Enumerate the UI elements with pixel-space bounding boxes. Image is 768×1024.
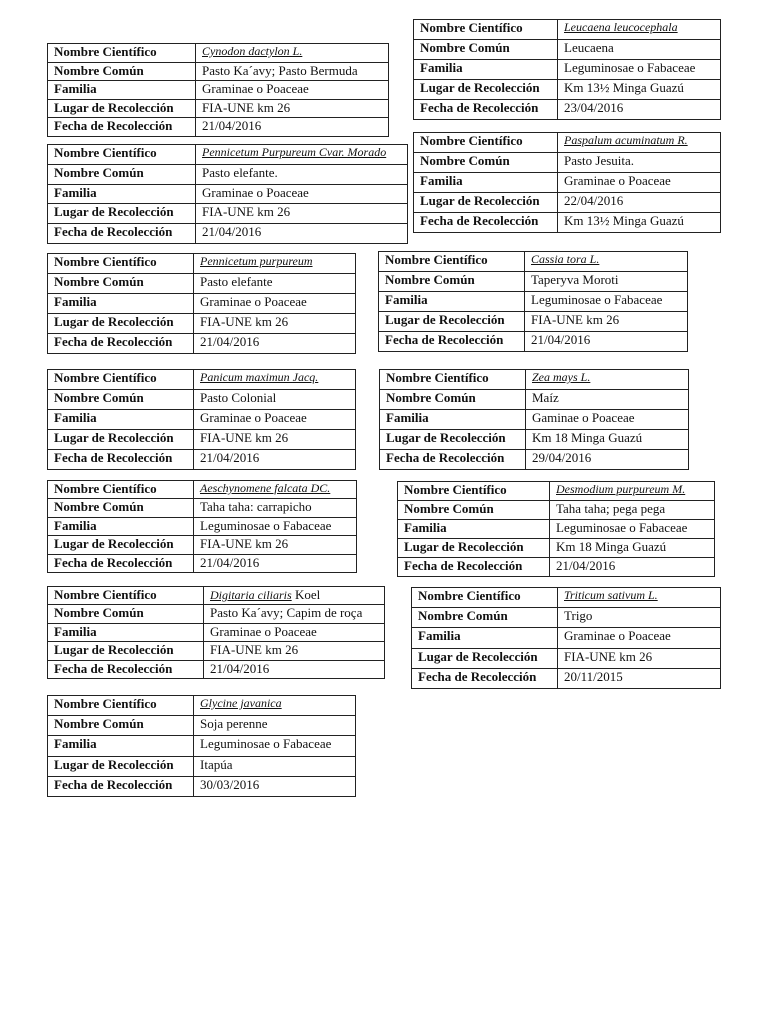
label-family: Familia bbox=[48, 410, 194, 430]
collection-date: 21/04/2016 bbox=[204, 660, 385, 678]
label-collection-place: Lugar de Recolección bbox=[48, 314, 194, 334]
collection-place: Km 18 Minga Guazú bbox=[550, 539, 715, 558]
family: Leguminosae o Fabaceae bbox=[550, 520, 715, 539]
label-common-name: Nombre Común bbox=[412, 608, 558, 628]
common-name: Taha taha: carrapicho bbox=[194, 499, 357, 517]
specimen-card bbox=[47, 480, 357, 573]
label-scientific-name: Nombre Científico bbox=[379, 252, 525, 272]
collection-date: 29/04/2016 bbox=[526, 450, 689, 470]
common-name: Taha taha; pega pega bbox=[550, 501, 715, 520]
common-name: Pasto elefante. bbox=[196, 164, 408, 184]
collection-date: 21/04/2016 bbox=[194, 450, 356, 470]
collection-place: FIA-UNE km 26 bbox=[196, 204, 408, 224]
label-collection-place: Lugar de Recolección bbox=[48, 430, 194, 450]
label-collection-place: Lugar de Recolección bbox=[398, 539, 550, 558]
label-family: Familia bbox=[48, 736, 194, 756]
scientific-name: Zea mays L. bbox=[526, 370, 689, 390]
label-family: Familia bbox=[48, 184, 196, 204]
scientific-name: Cynodon dactylon L. bbox=[196, 44, 389, 63]
label-collection-date: Fecha de Recolección bbox=[48, 224, 196, 244]
label-collection-place: Lugar de Recolección bbox=[379, 312, 525, 332]
specimen-card bbox=[411, 587, 721, 689]
collection-place: Km 13½ Minga Guazú bbox=[558, 80, 721, 100]
label-family: Familia bbox=[379, 292, 525, 312]
family: Leguminosae o Fabaceae bbox=[194, 517, 357, 535]
collection-place: FIA-UNE km 26 bbox=[558, 648, 721, 668]
label-collection-place: Lugar de Recolección bbox=[414, 80, 558, 100]
label-collection-date: Fecha de Recolección bbox=[412, 668, 558, 688]
scientific-name: Desmodium purpureum M. bbox=[550, 482, 715, 501]
label-collection-date: Fecha de Recolección bbox=[379, 332, 525, 352]
label-scientific-name: Nombre Científico bbox=[414, 20, 558, 40]
collection-date: 21/04/2016 bbox=[196, 224, 408, 244]
label-family: Familia bbox=[48, 517, 194, 535]
common-name: Pasto Ka´avy; Capim de roça bbox=[204, 605, 385, 623]
specimen-card bbox=[47, 695, 356, 797]
specimen-card bbox=[378, 251, 688, 352]
label-scientific-name: Nombre Científico bbox=[412, 588, 558, 608]
family: Gaminae o Poaceae bbox=[526, 410, 689, 430]
label-collection-place: Lugar de Recolección bbox=[414, 193, 558, 213]
label-collection-place: Lugar de Recolección bbox=[48, 204, 196, 224]
label-family: Familia bbox=[48, 81, 196, 100]
label-family: Familia bbox=[48, 623, 204, 641]
label-collection-date: Fecha de Recolección bbox=[414, 100, 558, 120]
label-family: Familia bbox=[414, 60, 558, 80]
collection-date: 23/04/2016 bbox=[558, 100, 721, 120]
scientific-name: Aeschynomene falcata DC. bbox=[194, 481, 357, 499]
common-name: Pasto Colonial bbox=[194, 390, 356, 410]
label-common-name: Nombre Común bbox=[379, 272, 525, 292]
collection-date: 21/04/2016 bbox=[194, 334, 356, 354]
label-collection-date: Fecha de Recolección bbox=[48, 450, 194, 470]
label-collection-date: Fecha de Recolección bbox=[48, 554, 194, 572]
family: Leguminosae o Fabaceae bbox=[194, 736, 356, 756]
label-scientific-name: Nombre Científico bbox=[48, 587, 204, 605]
label-common-name: Nombre Común bbox=[414, 40, 558, 60]
label-common-name: Nombre Común bbox=[48, 390, 194, 410]
collection-place: FIA-UNE km 26 bbox=[194, 536, 357, 554]
label-scientific-name: Nombre Científico bbox=[48, 696, 194, 716]
specimen-card bbox=[47, 369, 356, 470]
label-common-name: Nombre Común bbox=[414, 153, 558, 173]
label-family: Familia bbox=[380, 410, 526, 430]
label-common-name: Nombre Común bbox=[398, 501, 550, 520]
common-name: Taperyva Moroti bbox=[525, 272, 688, 292]
specimen-card bbox=[397, 481, 715, 577]
specimen-card bbox=[47, 253, 356, 354]
label-family: Familia bbox=[48, 294, 194, 314]
specimen-card bbox=[47, 144, 408, 244]
scientific-name-author: Koel bbox=[291, 587, 321, 602]
collection-place: Km 18 Minga Guazú bbox=[526, 430, 689, 450]
common-name: Pasto Ka´avy; Pasto Bermuda bbox=[196, 62, 389, 81]
label-collection-date: Fecha de Recolección bbox=[48, 118, 196, 137]
family: Graminae o Poaceae bbox=[196, 184, 408, 204]
label-collection-place: Lugar de Recolección bbox=[48, 756, 194, 776]
family: Graminae o Poaceae bbox=[204, 623, 385, 641]
label-family: Familia bbox=[414, 173, 558, 193]
label-scientific-name: Nombre Científico bbox=[48, 481, 194, 499]
collection-date: 21/04/2016 bbox=[525, 332, 688, 352]
collection-date: 21/04/2016 bbox=[550, 558, 715, 577]
common-name: Maíz bbox=[526, 390, 689, 410]
family: Leguminosae o Fabaceae bbox=[558, 60, 721, 80]
label-scientific-name: Nombre Científico bbox=[414, 133, 558, 153]
specimen-card bbox=[47, 43, 389, 137]
label-common-name: Nombre Común bbox=[380, 390, 526, 410]
label-common-name: Nombre Común bbox=[48, 605, 204, 623]
label-scientific-name: Nombre Científico bbox=[398, 482, 550, 501]
label-family: Familia bbox=[398, 520, 550, 539]
label-scientific-name: Nombre Científico bbox=[380, 370, 526, 390]
scientific-name: Glycine javanica bbox=[194, 696, 356, 716]
common-name: Pasto elefante bbox=[194, 274, 356, 294]
label-collection-date: Fecha de Recolección bbox=[48, 334, 194, 354]
label-common-name: Nombre Común bbox=[48, 499, 194, 517]
label-collection-place: Lugar de Recolección bbox=[380, 430, 526, 450]
label-scientific-name: Nombre Científico bbox=[48, 254, 194, 274]
label-scientific-name: Nombre Científico bbox=[48, 44, 196, 63]
label-common-name: Nombre Común bbox=[48, 62, 196, 81]
collection-date: 21/04/2016 bbox=[194, 554, 357, 572]
collection-place: FIA-UNE km 26 bbox=[196, 99, 389, 118]
collection-date: 20/11/2015 bbox=[558, 668, 721, 688]
label-collection-place: Lugar de Recolección bbox=[48, 642, 204, 660]
collection-date: Km 13½ Minga Guazú bbox=[558, 213, 721, 233]
label-scientific-name: Nombre Científico bbox=[48, 370, 194, 390]
scientific-name: Triticum sativum L. bbox=[558, 588, 721, 608]
label-collection-place: Lugar de Recolección bbox=[412, 648, 558, 668]
family: Graminae o Poaceae bbox=[558, 628, 721, 648]
scientific-name: Paspalum acuminatum R. bbox=[558, 133, 721, 153]
collection-place: FIA-UNE km 26 bbox=[525, 312, 688, 332]
label-collection-date: Fecha de Recolección bbox=[48, 660, 204, 678]
label-collection-date: Fecha de Recolección bbox=[398, 558, 550, 577]
collection-place: 22/04/2016 bbox=[558, 193, 721, 213]
common-name: Leucaena bbox=[558, 40, 721, 60]
label-common-name: Nombre Común bbox=[48, 164, 196, 184]
collection-place: FIA-UNE km 26 bbox=[194, 430, 356, 450]
common-name: Trigo bbox=[558, 608, 721, 628]
label-collection-date: Fecha de Recolección bbox=[48, 776, 194, 796]
scientific-name: Pennicetum Purpureum Cvar. Morado bbox=[196, 145, 408, 165]
collection-place: FIA-UNE km 26 bbox=[204, 642, 385, 660]
label-collection-date: Fecha de Recolección bbox=[380, 450, 526, 470]
label-common-name: Nombre Común bbox=[48, 716, 194, 736]
scientific-name: Leucaena leucocephala bbox=[558, 20, 721, 40]
family: Graminae o Poaceae bbox=[194, 410, 356, 430]
scientific-name-cell bbox=[204, 587, 385, 605]
label-collection-date: Fecha de Recolección bbox=[414, 213, 558, 233]
common-name: Soja perenne bbox=[194, 716, 356, 736]
collection-place: Itapúa bbox=[194, 756, 356, 776]
collection-place: FIA-UNE km 26 bbox=[194, 314, 356, 334]
family: Graminae o Poaceae bbox=[558, 173, 721, 193]
scientific-name: Pennicetum purpureum bbox=[194, 254, 356, 274]
label-collection-place: Lugar de Recolección bbox=[48, 99, 196, 118]
label-family: Familia bbox=[412, 628, 558, 648]
collection-date: 30/03/2016 bbox=[194, 776, 356, 796]
specimen-card bbox=[47, 586, 385, 679]
label-scientific-name: Nombre Científico bbox=[48, 145, 196, 165]
scientific-name: Cassia tora L. bbox=[525, 252, 688, 272]
label-collection-place: Lugar de Recolección bbox=[48, 536, 194, 554]
collection-date: 21/04/2016 bbox=[196, 118, 389, 137]
label-common-name: Nombre Común bbox=[48, 274, 194, 294]
specimen-card bbox=[379, 369, 689, 470]
family: Graminae o Poaceae bbox=[196, 81, 389, 100]
scientific-name: Panicum maximun Jacq. bbox=[194, 370, 356, 390]
scientific-name: Digitaria ciliaris bbox=[210, 588, 292, 602]
specimen-card bbox=[413, 132, 721, 233]
common-name: Pasto Jesuita. bbox=[558, 153, 721, 173]
family: Leguminosae o Fabaceae bbox=[525, 292, 688, 312]
family: Graminae o Poaceae bbox=[194, 294, 356, 314]
specimen-card bbox=[413, 19, 721, 120]
